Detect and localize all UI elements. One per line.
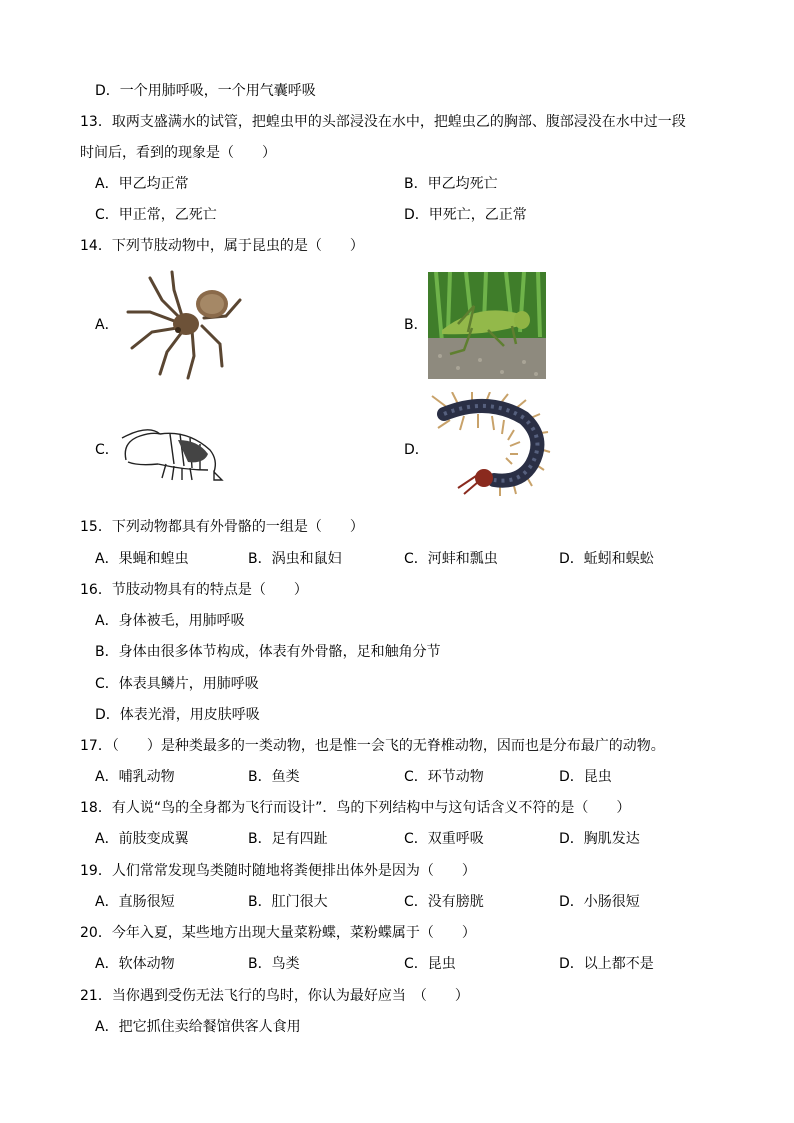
q18-option-d: D．胸肌发达 bbox=[559, 831, 640, 847]
q19-option-d: D．小肠很短 bbox=[559, 894, 640, 910]
q16-option-d: D．体表光滑，用皮肤呼吸 bbox=[95, 707, 260, 723]
q18-option-c: C．双重呼吸 bbox=[404, 831, 484, 847]
q19-stem: 19．人们常常发现鸟类随时随地将粪便排出体外是因为（ ） bbox=[80, 863, 476, 879]
q17-option-b: B．鱼类 bbox=[248, 769, 300, 785]
q18-option-a: A．前肢变成翼 bbox=[95, 831, 189, 847]
q13-stem-line2: 时间后，看到的现象是（ ） bbox=[80, 145, 276, 161]
q14-label-a: A． bbox=[95, 317, 119, 333]
q18-option-b: B．足有四趾 bbox=[248, 831, 328, 847]
spider-icon bbox=[122, 270, 242, 380]
q21-option-a: A．把它抓住卖给餐馆供客人食用 bbox=[95, 1019, 301, 1035]
q15-option-a: A．果蝇和蝗虫 bbox=[95, 551, 189, 567]
centipede-icon bbox=[428, 392, 552, 496]
q13-option-b: B．甲乙均死亡 bbox=[404, 176, 498, 192]
q14-stem: 14．下列节肢动物中，属于昆虫的是（ ） bbox=[80, 238, 364, 254]
q21-stem: 21．当你遇到受伤无法飞行的鸟时，你认为最好应当 （ ） bbox=[80, 988, 469, 1004]
q20-option-c: C．昆虫 bbox=[404, 956, 456, 972]
q14-label-d: D． bbox=[404, 442, 429, 458]
q16-option-c: C．体表具鳞片，用肺呼吸 bbox=[95, 676, 259, 692]
grasshopper-icon bbox=[428, 272, 546, 379]
q16-option-a: A．身体被毛，用肺呼吸 bbox=[95, 613, 245, 629]
q17-option-d: D．昆虫 bbox=[559, 769, 612, 785]
q15-option-c: C．河蚌和瓢虫 bbox=[404, 551, 498, 567]
q17-stem: 17．（ ）是种类最多的一类动物，也是惟一会飞的无脊椎动物，因而也是分布最广的动物。 bbox=[80, 738, 665, 754]
q12-option-d: D．一个用肺呼吸，一个用气囊呼吸 bbox=[95, 83, 316, 99]
q17-option-c: C．环节动物 bbox=[404, 769, 484, 785]
q16-stem: 16．节肢动物具有的特点是（ ） bbox=[80, 582, 308, 598]
q15-stem: 15．下列动物都具有外骨骼的一组是（ ） bbox=[80, 519, 364, 535]
q20-stem: 20．今年入夏，某些地方出现大量菜粉蝶，菜粉蝶属于（ ） bbox=[80, 925, 476, 941]
q15-option-d: D．蚯蚓和蜈蚣 bbox=[559, 551, 654, 567]
q19-option-a: A．直肠很短 bbox=[95, 894, 175, 910]
q13-option-d: D．甲死亡，乙正常 bbox=[404, 207, 527, 223]
q14-label-b: B． bbox=[404, 317, 428, 333]
q20-option-a: A．软体动物 bbox=[95, 956, 175, 972]
q16-option-b: B．身体由很多体节构成，体表有外骨骼，足和触角分节 bbox=[95, 644, 441, 660]
q17-option-a: A．哺乳动物 bbox=[95, 769, 175, 785]
q20-option-d: D．以上都不是 bbox=[559, 956, 654, 972]
q13-option-c: C．甲正常，乙死亡 bbox=[95, 207, 217, 223]
q13-option-a: A．甲乙均正常 bbox=[95, 176, 189, 192]
q15-option-b: B．涡虫和鼠妇 bbox=[248, 551, 342, 567]
shrimp-icon bbox=[118, 420, 226, 482]
q18-stem: 18．有人说“鸟的全身都为飞行而设计”．鸟的下列结构中与这句话含义不符的是（ ） bbox=[80, 800, 631, 816]
q14-label-c: C． bbox=[95, 442, 119, 458]
q19-option-c: C．没有膀胱 bbox=[404, 894, 484, 910]
q13-stem-line1: 13．取两支盛满水的试管，把蝗虫甲的头部浸没在水中，把蝗虫乙的胸部、腹部浸没在水中过一段 bbox=[80, 114, 686, 130]
q19-option-b: B．肛门很大 bbox=[248, 894, 328, 910]
q20-option-b: B．鸟类 bbox=[248, 956, 300, 972]
